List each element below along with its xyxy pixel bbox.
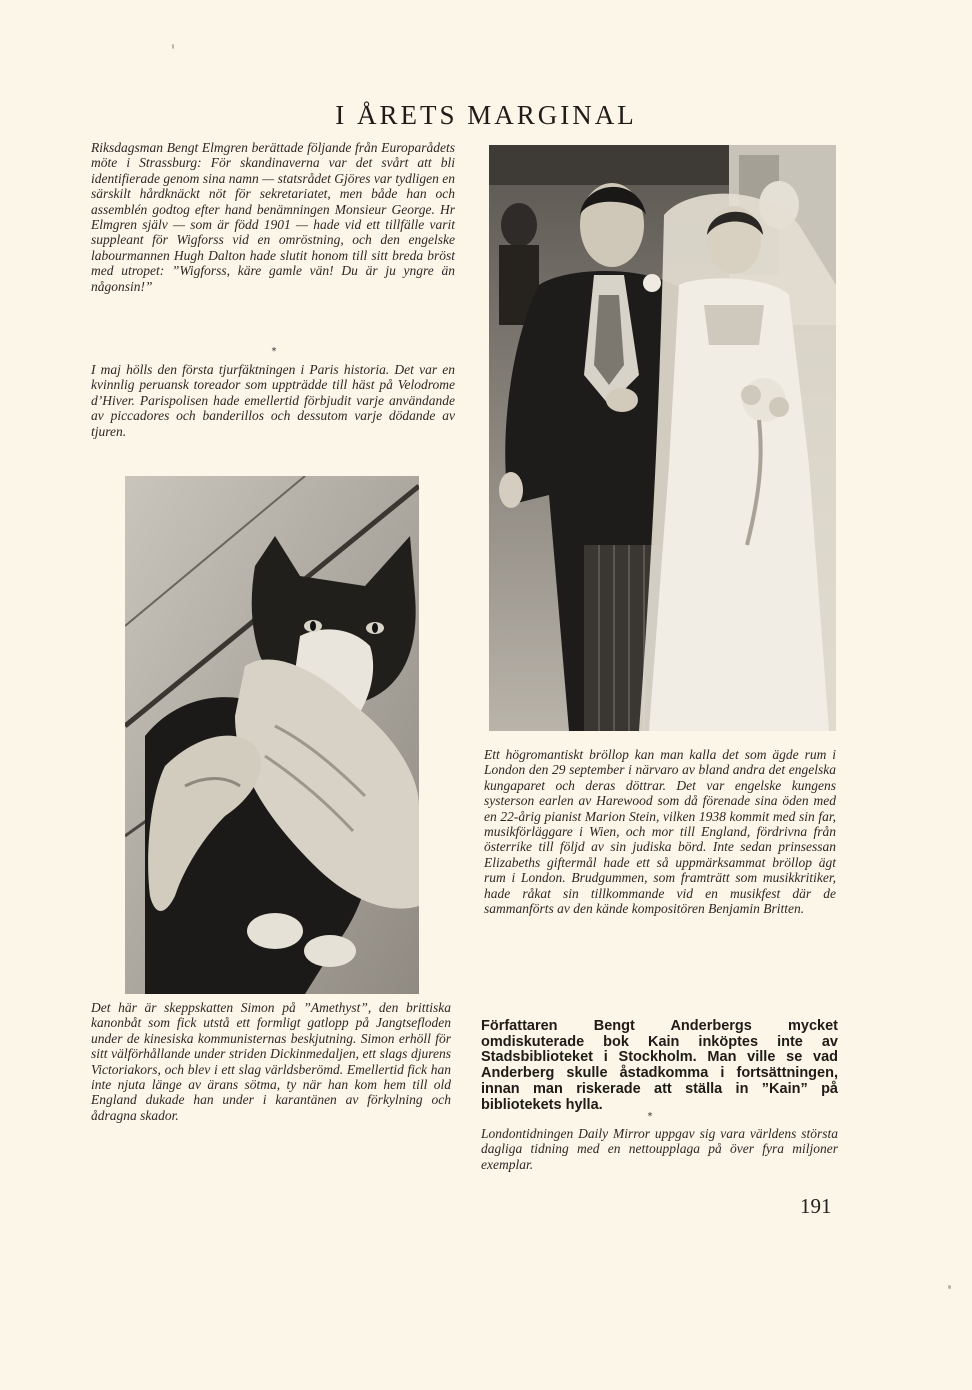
page-number: 191 bbox=[800, 1194, 832, 1218]
article-bullfight: I maj hölls den första tjurfäktningen i Paris historia. Det var en kvinnlig peruansk toreador som uppträdde till häst på Velodrome d’Hiver. Parispolisen hade emellertid förbjudit varje användande av piccadores och banderillos och dessutom varje dödande av tjuren. bbox=[91, 362, 455, 439]
article-elmgren: Riksdagsman Bengt Elmgren berättade följande från Europarådets möte i Strassburg: För skandinaverna var det svårt att bli identifierade genom sina namn — statsrådet Gjöres var tydligen en särskilt hårdknäckt nöt för sekretariatet, men både han och assemblén godtog efter hand benämningen Monsieur George. Hr Elmgren själv — som är född 1901 — hade vid ett tillfälle varit suppleant för Wigforss vid en omröstning, och den engelske labourmannen Hugh Dalton hade slutit honom till sitt breda bröst med utropet: ”Wigforss, käre gamle vän! Du är ju yngre än någonsin!” bbox=[91, 140, 455, 294]
cat-photo-image bbox=[125, 476, 419, 994]
scan-speck bbox=[948, 1285, 951, 1289]
wedding-photo-image bbox=[489, 145, 836, 731]
wedding-caption: Ett högromantiskt bröllop kan man kalla det som ägde rum i London den 29 september i närvaro av bland andra det engelska kungaparet och deras döttrar. Det var engelske kungens systerson earlen av Harewood som då förenade sina öden med en 22-årig pianist Marion Stein, vilken 1938 kommit med sin far, musikförläggare i Wien, och mor till England, fördrivna från österrike till följd av sin judiska börd. Inte sedan prinsessan Elizabeths giftermål hade ett så uppmärksammat bröllop ägt rum i London. Brudgummen, som framträtt som musikkritiker, hade råkat sin tillkommande vid en musikfest där de sammanförts av den kände kompositören Benjamin Britten. bbox=[484, 747, 836, 917]
separator-star: * bbox=[271, 346, 277, 357]
article-daily-mirror: Londontidningen Daily Mirror uppgav sig vara världens största dagliga tidning med en nettoupplaga på över fyra miljoner exemplar. bbox=[481, 1126, 838, 1172]
separator-star: * bbox=[647, 1111, 653, 1122]
article-anderberg: Författaren Bengt Anderbergs mycket omdiskuterade bok Kain inköptes inte av Stadsbiblioteket i Stockholm. Man ville se vad Anderberg skulle åstadkomma i fortsättningen, innan man riskerade att ställa in ”Kain” på bibliotekets hylla. bbox=[481, 1018, 838, 1113]
scan-speck bbox=[172, 44, 174, 49]
page-title: I ÅRETS MARGINAL bbox=[335, 100, 637, 130]
cat-photo bbox=[125, 476, 419, 994]
wedding-photo bbox=[489, 145, 836, 731]
cat-caption: Det här är skeppskatten Simon på ”Amethyst”, den brittiska kanonbåt som fick utstå ett formligt gatlopp på Jangtsefloden under de kinesiska kommunisternas beskjutning. Simon erhöll för sitt välförhållande under striden Dickinmedaljen, ett slags djurens Victoriakors, och blev i ett slag världsberömd. Emellertid fick han inte njuta länge av ärans sötma, ty när han kom hem till old England dukade han under i karantänen av förkylning och ådragna skador. bbox=[91, 1000, 451, 1123]
